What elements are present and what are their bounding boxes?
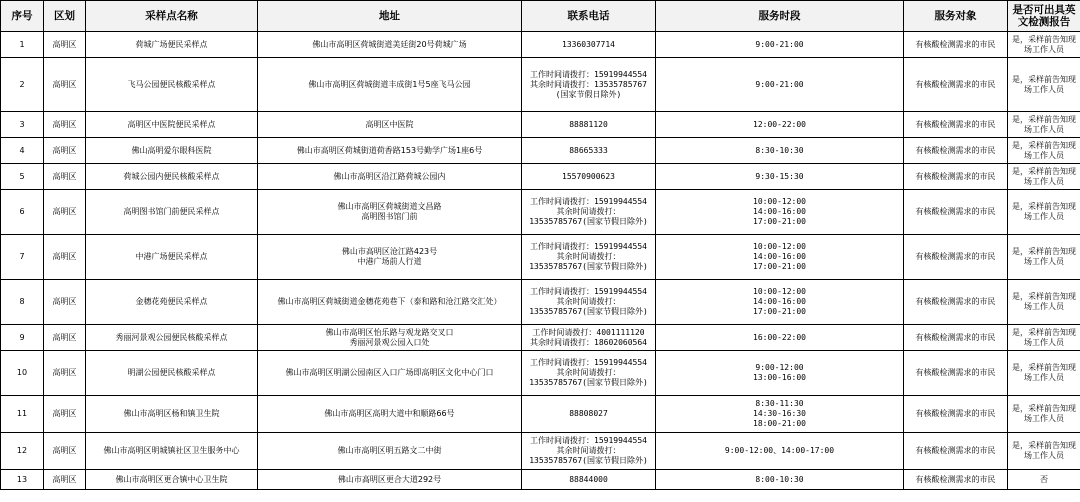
hours-cell: 10:00-12:00 14:00-16:00 17:00-21:00 xyxy=(656,280,904,325)
row-number: 12 xyxy=(1,433,44,470)
row-number: 11 xyxy=(1,396,44,433)
column-header: 区划 xyxy=(44,1,86,32)
address-cell: 佛山市高明区怡乐路与观龙路交叉口 秀丽河景观公园入口处 xyxy=(258,325,522,351)
table-row xyxy=(1,470,1080,490)
table-row xyxy=(1,235,1080,280)
service-target-cell: 有核酸检测需求的市民 xyxy=(904,351,1008,396)
address-cell: 佛山市高明区沿江路荷城公园内 xyxy=(258,164,522,190)
site-name-cell: 金穗花苑便民采样点 xyxy=(86,280,258,325)
service-target-cell: 有核酸检测需求的市民 xyxy=(904,164,1008,190)
phone-cell: 88665333 xyxy=(522,138,656,164)
row-number: 10 xyxy=(1,351,44,396)
table-header-row xyxy=(1,1,1080,32)
district-cell: 高明区 xyxy=(44,396,86,433)
english-report-cell: 是，采样前告知现场工作人员 xyxy=(1008,280,1080,325)
table-row xyxy=(1,112,1080,138)
hours-cell: 8:30-10:30 xyxy=(656,138,904,164)
phone-cell: 工作时间请拨打：15919944554 其余时间请拨打：13535785767(国家节假日除外) xyxy=(522,433,656,470)
site-name-cell: 中港广场便民采样点 xyxy=(86,235,258,280)
phone-cell: 工作时间请拨打：15919944554 其余时间请拨打：13535785767(国家节假日除外) xyxy=(522,351,656,396)
service-target-cell: 有核酸检测需求的市民 xyxy=(904,58,1008,112)
row-number: 2 xyxy=(1,58,44,112)
site-name-cell: 秀丽河景观公园便民核酸采样点 xyxy=(86,325,258,351)
table-body xyxy=(1,32,1080,490)
table-row xyxy=(1,164,1080,190)
address-cell: 佛山市高明区明五路文二中街 xyxy=(258,433,522,470)
row-number: 6 xyxy=(1,190,44,235)
phone-cell: 88844000 xyxy=(522,470,656,490)
service-target-cell: 有核酸检测需求的市民 xyxy=(904,32,1008,58)
site-name-cell: 飞马公园便民核酸采样点 xyxy=(86,58,258,112)
table-row xyxy=(1,32,1080,58)
address-cell: 佛山市高明区荷城街道丰成街1号5座飞马公园 xyxy=(258,58,522,112)
service-target-cell: 有核酸检测需求的市民 xyxy=(904,112,1008,138)
table-row xyxy=(1,138,1080,164)
hours-cell: 9:30-15:30 xyxy=(656,164,904,190)
row-number: 1 xyxy=(1,32,44,58)
address-cell: 高明区中医院 xyxy=(258,112,522,138)
english-report-cell: 是，采样前告知现场工作人员 xyxy=(1008,164,1080,190)
row-number: 4 xyxy=(1,138,44,164)
address-cell: 佛山市高明区高明大道中和顺路66号 xyxy=(258,396,522,433)
english-report-cell: 是，采样前告知现场工作人员 xyxy=(1008,396,1080,433)
column-header: 序号 xyxy=(1,1,44,32)
district-cell: 高明区 xyxy=(44,235,86,280)
row-number: 7 xyxy=(1,235,44,280)
district-cell: 高明区 xyxy=(44,351,86,396)
phone-cell: 88881120 xyxy=(522,112,656,138)
table-row xyxy=(1,280,1080,325)
district-cell: 高明区 xyxy=(44,190,86,235)
column-header: 联系电话 xyxy=(522,1,656,32)
service-target-cell: 有核酸检测需求的市民 xyxy=(904,396,1008,433)
column-header: 服务对象 xyxy=(904,1,1008,32)
site-name-cell: 佛山高明爱尔眼科医院 xyxy=(86,138,258,164)
district-cell: 高明区 xyxy=(44,164,86,190)
site-name-cell: 佛山市高明区杨和镇卫生院 xyxy=(86,396,258,433)
english-report-cell: 是，采样前告知现场工作人员 xyxy=(1008,138,1080,164)
english-report-cell: 是，采样前告知现场工作人员 xyxy=(1008,58,1080,112)
english-report-cell: 是，采样前告知现场工作人员 xyxy=(1008,351,1080,396)
english-report-cell: 否 xyxy=(1008,470,1080,490)
table-row xyxy=(1,351,1080,396)
table-row xyxy=(1,58,1080,112)
hours-cell: 10:00-12:00 14:00-16:00 17:00-21:00 xyxy=(656,235,904,280)
hours-cell: 16:00-22:00 xyxy=(656,325,904,351)
phone-cell: 13360307714 xyxy=(522,32,656,58)
district-cell: 高明区 xyxy=(44,280,86,325)
english-report-cell: 是，采样前告知现场工作人员 xyxy=(1008,112,1080,138)
district-cell: 高明区 xyxy=(44,433,86,470)
address-cell: 佛山市高明区荷城街道美廷街20号荷城广场 xyxy=(258,32,522,58)
phone-cell: 工作时间请拨打：15919944554 其余时间请拨打：13535785767(国家节假日除外) xyxy=(522,190,656,235)
phone-cell: 88808027 xyxy=(522,396,656,433)
site-name-cell: 荷城广场便民采样点 xyxy=(86,32,258,58)
hours-cell: 10:00-12:00 14:00-16:00 17:00-21:00 xyxy=(656,190,904,235)
service-target-cell: 有核酸检测需求的市民 xyxy=(904,138,1008,164)
phone-cell: 工作时间请拨打：15919944554 其余时间请拨打：13535785767 (国家节假日除外) xyxy=(522,58,656,112)
address-cell: 佛山市高明区更合大道292号 xyxy=(258,470,522,490)
site-name-cell: 佛山市高明区明城镇社区卫生服务中心 xyxy=(86,433,258,470)
column-header: 采样点名称 xyxy=(86,1,258,32)
column-header: 服务时段 xyxy=(656,1,904,32)
address-cell: 佛山市高明区荷城街道荷香路153号勤学广场1座6号 xyxy=(258,138,522,164)
table-row xyxy=(1,396,1080,433)
english-report-cell: 是，采样前告知现场工作人员 xyxy=(1008,325,1080,351)
phone-cell: 15570900623 xyxy=(522,164,656,190)
site-name-cell: 高明图书馆门前便民采样点 xyxy=(86,190,258,235)
district-cell: 高明区 xyxy=(44,112,86,138)
english-report-cell: 是，采样前告知现场工作人员 xyxy=(1008,433,1080,470)
row-number: 13 xyxy=(1,470,44,490)
address-cell: 佛山市高明区沧江路423号 中港广场前人行道 xyxy=(258,235,522,280)
table-row xyxy=(1,190,1080,235)
district-cell: 高明区 xyxy=(44,58,86,112)
english-report-cell: 是，采样前告知现场工作人员 xyxy=(1008,190,1080,235)
service-target-cell: 有核酸检测需求的市民 xyxy=(904,235,1008,280)
district-cell: 高明区 xyxy=(44,138,86,164)
site-name-cell: 荷城公园内便民核酸采样点 xyxy=(86,164,258,190)
hours-cell: 9:00-12:00 13:00-16:00 xyxy=(656,351,904,396)
service-target-cell: 有核酸检测需求的市民 xyxy=(904,470,1008,490)
english-report-cell: 是，采样前告知现场工作人员 xyxy=(1008,32,1080,58)
column-header: 地址 xyxy=(258,1,522,32)
english-report-cell: 是，采样前告知现场工作人员 xyxy=(1008,235,1080,280)
address-cell: 佛山市高明区明湖公园南区入口广场即高明区文化中心门口 xyxy=(258,351,522,396)
hours-cell: 8:00-10:30 xyxy=(656,470,904,490)
district-cell: 高明区 xyxy=(44,470,86,490)
service-target-cell: 有核酸检测需求的市民 xyxy=(904,190,1008,235)
table-row xyxy=(1,325,1080,351)
site-name-cell: 高明区中医院便民采样点 xyxy=(86,112,258,138)
service-target-cell: 有核酸检测需求的市民 xyxy=(904,325,1008,351)
service-target-cell: 有核酸检测需求的市民 xyxy=(904,280,1008,325)
phone-cell: 工作时间请拨打：15919944554 其余时间请拨打：13535785767(国家节假日除外) xyxy=(522,235,656,280)
row-number: 5 xyxy=(1,164,44,190)
hours-cell: 9:00-21:00 xyxy=(656,58,904,112)
row-number: 8 xyxy=(1,280,44,325)
site-name-cell: 佛山市高明区更合镇中心卫生院 xyxy=(86,470,258,490)
service-target-cell: 有核酸检测需求的市民 xyxy=(904,433,1008,470)
district-cell: 高明区 xyxy=(44,32,86,58)
row-number: 9 xyxy=(1,325,44,351)
hours-cell: 12:00-22:00 xyxy=(656,112,904,138)
hours-cell: 9:00-21:00 xyxy=(656,32,904,58)
hours-cell: 9:00-12:00、14:00-17:00 xyxy=(656,433,904,470)
site-name-cell: 明湖公园便民核酸采样点 xyxy=(86,351,258,396)
phone-cell: 工作时间请拨打：15919944554 其余时间请拨打：13535785767(国家节假日除外) xyxy=(522,280,656,325)
column-header: 是否可出具英文检测报告 xyxy=(1008,1,1080,32)
address-cell: 佛山市高明区荷城街道金穗花苑巷下（泰和路和沧江路交汇处） xyxy=(258,280,522,325)
district-cell: 高明区 xyxy=(44,325,86,351)
phone-cell: 工作时间请拨打：4001111120 其余时间请拨打：18602060564 xyxy=(522,325,656,351)
row-number: 3 xyxy=(1,112,44,138)
address-cell: 佛山市高明区荷城街道文昌路 高明图书馆门前 xyxy=(258,190,522,235)
hours-cell: 8:30-11:30 14:30-16:30 18:00-21:00 xyxy=(656,396,904,433)
table-row xyxy=(1,433,1080,470)
